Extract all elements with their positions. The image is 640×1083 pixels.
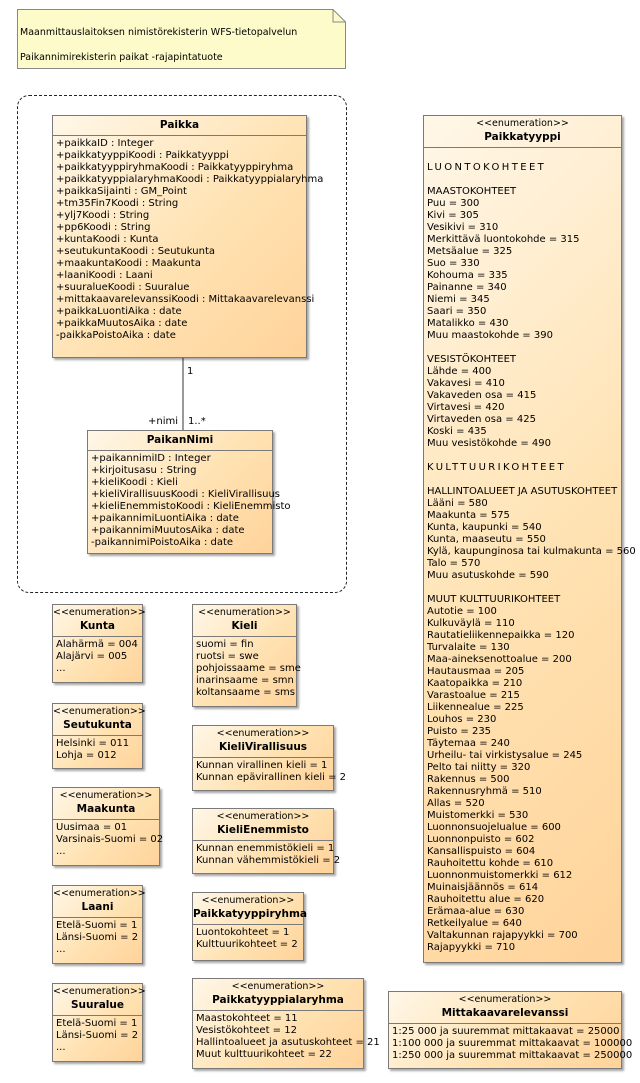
enum-paikkatyyppiryhma[interactable]: [192, 892, 308, 961]
note-line-2: Paikannimirekisterin paikat -rajapintatuote: [20, 52, 223, 63]
enum-literal: Kylä, kaupunginosa tai kulmakunta = 560: [427, 546, 636, 557]
stereotype-label: <<enumeration>>: [231, 981, 325, 992]
class-header: [193, 893, 308, 925]
enum-literal: ...: [56, 1042, 66, 1053]
class-name: KieliEnemmisto: [217, 824, 309, 836]
enum-literal: Saari = 350: [427, 306, 487, 317]
enum-literal: Varastoalue = 215: [427, 690, 520, 701]
literal-list: [193, 925, 303, 953]
class-header: [53, 886, 146, 918]
stereotype-label: <<enumeration>>: [476, 118, 569, 129]
stereotype-label: <<enumeration>>: [201, 895, 295, 906]
class-name: Paikka: [159, 119, 200, 131]
enum-literal: pohjoissaame = sme: [196, 663, 301, 674]
attribute: +paikkaSijainti : GM_Point: [56, 186, 187, 197]
enum-literal: ...: [56, 663, 66, 674]
enum-literal: Helsinki = 011: [56, 738, 130, 749]
attribute: +maakuntaKoodi : Maakunta: [56, 258, 201, 269]
class-header: [53, 116, 306, 136]
enum-literal: Kunnan vähemmistökieli = 2: [196, 855, 341, 866]
attribute: +paikkatyyppiKoodi : Paikkatyyppi: [56, 150, 229, 161]
enum-literal: Maa-aineksenottoalue = 200: [427, 654, 572, 665]
enum-literal: Lääni = 580: [427, 498, 488, 509]
attribute: +ylj7Koodi : String: [56, 210, 150, 221]
literal-list: [193, 1011, 380, 1063]
enum-literal: Luonnonsuojelualue = 600: [427, 822, 561, 833]
enum-literal: Alahärmä = 004: [56, 639, 138, 650]
class-name: PaikanNimi: [146, 434, 214, 446]
class-header: [193, 979, 363, 1011]
enum-literal: Muistomerkki = 530: [427, 810, 529, 821]
enum-literal: Liikennealue = 225: [427, 702, 524, 713]
enum-literal: Metsäalue = 325: [427, 246, 513, 257]
attribute: +paikannimiID : Integer: [91, 453, 211, 464]
attribute: +paikkatyyppialaryhmaKoodi : Paikkatyyppialaryhma: [56, 174, 324, 185]
enum-literal: Varsinais-Suomi = 02: [56, 834, 164, 845]
literal-list: [53, 820, 164, 860]
enum-literal: Hautausmaa = 205: [427, 666, 525, 677]
class-name: Suuralue: [71, 999, 124, 1011]
class-header: [53, 704, 146, 736]
class-name: Kunta: [79, 620, 115, 632]
attribute: +paikkaID : Integer: [56, 138, 154, 149]
enum-literal: 1:250 000 ja suuremmat mittakaavat = 250000: [392, 1050, 633, 1061]
hallinto-list: [427, 498, 636, 582]
enum-literal: Niemi = 345: [427, 294, 490, 305]
muut-list: [427, 606, 618, 954]
enum-kieli[interactable]: [192, 604, 301, 707]
class-name: Paikkatyyppiryhma: [193, 908, 308, 920]
attribute: +mittakaavarelevanssiKoodi : Mittakaavarelevanssi: [56, 294, 315, 305]
class-header: [53, 984, 146, 1016]
attribute: +kirjoitusasu : String: [91, 465, 197, 476]
enum-literal: Kunta, maaseutu = 550: [427, 534, 546, 545]
attribute: +kieliKoodi : Kieli: [91, 477, 178, 488]
class-name: Paikkatyyppialaryhma: [212, 994, 344, 1006]
enum-literal: Erämaa-alue = 630: [427, 906, 525, 917]
enum-suuralue[interactable]: [52, 983, 146, 1062]
enum-literal: Vesistökohteet = 12: [196, 1025, 297, 1036]
enum-literal: Luonnonmuistomerkki = 612: [427, 870, 573, 881]
enum-literal: inarinsaame = smn: [196, 675, 294, 686]
attribute: +pp6Koodi : String: [56, 222, 151, 233]
attribute: +kieliVirallisuusKoodi : KieliVirallisuus: [91, 489, 280, 500]
association-target-multiplicity: 1..*: [188, 416, 206, 427]
class-name: Paikkatyyppi: [484, 131, 561, 143]
attribute-list: [53, 136, 324, 344]
attribute: +paikkatyyppiryhmaKoodi : Paikkatyyppiryhma: [56, 162, 294, 173]
enum-literal: Muu vesistökohde = 490: [427, 438, 552, 449]
enum-seutukunta[interactable]: [52, 703, 146, 769]
class-name: Seutukunta: [63, 719, 132, 731]
enum-literal: Maakunta = 575: [427, 510, 510, 521]
literal-list: [193, 758, 346, 786]
enum-mittakaavarelevanssi[interactable]: [388, 991, 633, 1069]
attribute: +paikannimiMuutosAika : date: [91, 525, 245, 536]
stereotype-label: <<enumeration>>: [53, 986, 146, 997]
class-name: KieliVirallisuus: [218, 741, 308, 753]
attribute: +paikannimiLuontiAika : date: [91, 513, 239, 524]
enum-literal: Painanne = 340: [427, 282, 507, 293]
enum-literal: Vakavesi = 410: [427, 378, 505, 389]
enum-literal: Suo = 330: [427, 258, 480, 269]
enum-literal: Valtakunnan rajapyykki = 700: [427, 930, 578, 941]
enum-literal: Etelä-Suomi = 1: [56, 1018, 138, 1029]
enum-literal: Kunnan virallinen kieli = 1: [196, 760, 328, 771]
enum-literal: Vesikivi = 310: [427, 222, 499, 233]
enum-literal: Kivi = 305: [427, 210, 479, 221]
literal-list: [193, 637, 301, 701]
maastokohteet-list: [427, 198, 618, 342]
enum-literal: Kulttuurikohteet = 2: [196, 939, 298, 950]
literal-list: [424, 148, 636, 956]
enum-literal: Rakennusryhmä = 510: [427, 786, 542, 797]
enum-literal: Rauhoitettu alue = 620: [427, 894, 545, 905]
stereotype-label: <<enumeration>>: [53, 607, 146, 618]
vesistokohteet-list: [427, 366, 618, 450]
attribute: +suuralueKoodi : Suuralue: [56, 282, 190, 293]
enum-literal: Puu = 300: [427, 198, 480, 209]
class-header: [193, 605, 296, 637]
enum-literal: Länsi-Suomi = 2: [56, 1030, 139, 1041]
enum-kunta[interactable]: [52, 604, 146, 683]
attribute: -paikkaPoistoAika : date: [56, 330, 176, 341]
enum-literal: ...: [56, 944, 66, 955]
section-heading: MUUT KULTTUURIKOHTEET: [427, 594, 561, 605]
association-role: +nimi: [148, 416, 179, 427]
enum-literal: Autotie = 100: [427, 606, 497, 617]
attribute-list: [88, 451, 291, 551]
enum-literal: Virtavesi = 420: [427, 402, 505, 413]
enum-paikkatyyppialaryhma[interactable]: [192, 978, 380, 1069]
class-name: Kieli: [231, 620, 258, 632]
class-header: [53, 605, 146, 637]
literal-list: [193, 841, 341, 869]
section-heading: LUONTOKOHTEET: [427, 162, 547, 173]
enum-literal: Hallintoalueet ja asutuskohteet = 21: [196, 1037, 380, 1048]
literal-list: [53, 736, 142, 764]
enum-literal: Talo = 570: [427, 558, 481, 569]
enum-literal: Pelto tai niitty = 320: [427, 762, 531, 773]
literal-list: [389, 1024, 633, 1064]
enum-literal: Merkittävä luontokohde = 315: [427, 234, 580, 245]
enum-literal: Kaatopaikka = 210: [427, 678, 523, 689]
enum-literal: Uusimaa = 01: [56, 822, 128, 833]
stereotype-label: <<enumeration>>: [216, 811, 310, 822]
enum-literal: Louhos = 230: [427, 714, 497, 725]
section-heading: KULTTUURIKOHTEET: [427, 462, 567, 473]
class-header: [53, 788, 159, 820]
enum-literal: Matalikko = 430: [427, 318, 509, 329]
enum-literal: Muut kulttuurikohteet = 22: [196, 1049, 332, 1060]
enum-literal: Kunnan enemmistökieli = 1: [196, 843, 335, 854]
enum-maakunta[interactable]: [52, 787, 164, 866]
enum-literal: Lohja = 012: [56, 750, 117, 761]
attribute: -paikannimiPoistoAika : date: [91, 537, 234, 548]
enum-literal: Rakennus = 500: [427, 774, 510, 785]
enum-literal: Luontokohteet = 1: [196, 927, 290, 938]
enum-literal: Urheilu- tai virkistysalue = 245: [427, 750, 583, 761]
class-header: [193, 809, 333, 841]
attribute: +seutukuntaKoodi : Seutukunta: [56, 246, 215, 257]
enum-literal: Kulkuväylä = 110: [427, 618, 515, 629]
enum-literal: Kunnan epävirallinen kieli = 2: [196, 772, 346, 783]
enum-literal: suomi = fin: [196, 639, 254, 650]
enum-literal: Koski = 435: [427, 426, 487, 437]
enum-laani[interactable]: [52, 885, 146, 964]
class-name: Mittakaavarelevanssi: [441, 1007, 569, 1019]
section-heading: MAASTOKOHTEET: [427, 186, 517, 197]
stereotype-label: <<enumeration>>: [53, 706, 146, 717]
class-header: [389, 992, 621, 1024]
stereotype-label: <<enumeration>>: [53, 888, 146, 899]
attribute: +kuntaKoodi : Kunta: [56, 234, 159, 245]
literal-list: [53, 918, 142, 958]
enum-literal: Etelä-Suomi = 1: [56, 920, 138, 931]
class-header: [424, 116, 621, 148]
section-heading: VESISTÖKOHTEET: [427, 354, 517, 365]
enum-literal: Muu maastokohde = 390: [427, 330, 553, 341]
enum-literal: Lähde = 400: [427, 366, 492, 377]
enum-literal: 1:25 000 ja suuremmat mittakaavat = 25000: [392, 1026, 620, 1037]
enum-literal: Täytemaa = 240: [427, 738, 510, 749]
class-header: [88, 431, 272, 451]
enum-kielienemmisto[interactable]: [192, 808, 341, 874]
enum-literal: Luonnonpuisto = 602: [427, 834, 535, 845]
enum-literal: Kunta, kaupunki = 540: [427, 522, 542, 533]
enum-literal: Maastokohteet = 11: [196, 1013, 298, 1024]
class-paikka[interactable]: [52, 115, 324, 358]
enum-literal: Allas = 520: [427, 798, 485, 809]
association-source-multiplicity: 1: [187, 366, 194, 377]
enum-literal: ruotsi = swe: [196, 651, 259, 662]
attribute: +kieliEnemmistoKoodi : KieliEnemmisto: [91, 501, 291, 512]
enum-literal: Puisto = 235: [427, 726, 492, 737]
attribute: +laaniKoodi : Laani: [56, 270, 153, 281]
enum-literal: koltansaame = sms: [196, 687, 295, 698]
enum-literal: Kohouma = 335: [427, 270, 508, 281]
enum-literal: ...: [56, 846, 66, 857]
class-paikannimi[interactable]: [87, 430, 291, 554]
enum-paikkatyyppi[interactable]: [423, 115, 636, 963]
stereotype-label: <<enumeration>>: [198, 607, 291, 618]
enum-kielivirallisuus[interactable]: [192, 725, 346, 791]
enum-literal: Alajärvi = 005: [56, 651, 128, 662]
enum-literal: Virtaveden osa = 425: [427, 414, 536, 425]
note-line-1: Maanmittauslaitoksen nimistörekisterin WFS-tietopalvelun: [20, 27, 298, 38]
literal-list: [53, 637, 142, 677]
enum-literal: Länsi-Suomi = 2: [56, 932, 139, 943]
stereotype-label: <<enumeration>>: [216, 728, 310, 739]
enum-literal: 1:100 000 ja suuremmat mittakaavat = 100000: [392, 1038, 633, 1049]
enum-literal: Rautatieliikennepaikka = 120: [427, 630, 575, 641]
enum-literal: Retkeilyalue = 640: [427, 918, 522, 929]
class-header: [193, 726, 333, 758]
enum-literal: Rajapyykki = 710: [427, 942, 516, 953]
stereotype-label: <<enumeration>>: [458, 994, 552, 1005]
enum-literal: Turvalaite = 130: [427, 642, 510, 653]
enum-literal: Muinaisjäännös = 614: [427, 882, 539, 893]
enum-literal: Kansallispuisto = 604: [427, 846, 536, 857]
attribute: +tm35Fin7Koodi : String: [56, 198, 179, 209]
class-name: Maakunta: [76, 803, 136, 815]
literal-list: [53, 1016, 142, 1056]
attribute: +paikkaMuutosAika : date: [56, 318, 188, 329]
class-name: Laani: [81, 901, 114, 913]
enum-literal: Rauhoitettu kohde = 610: [427, 858, 554, 869]
attribute: +paikkaLuontiAika : date: [56, 306, 182, 317]
section-heading: HALLINTOALUEET JA ASUTUSKOHTEET: [427, 486, 618, 497]
enum-literal: Muu asutuskohde = 590: [427, 570, 549, 581]
enum-literal: Vakaveden osa = 415: [427, 390, 537, 401]
stereotype-label: <<enumeration>>: [59, 790, 153, 801]
